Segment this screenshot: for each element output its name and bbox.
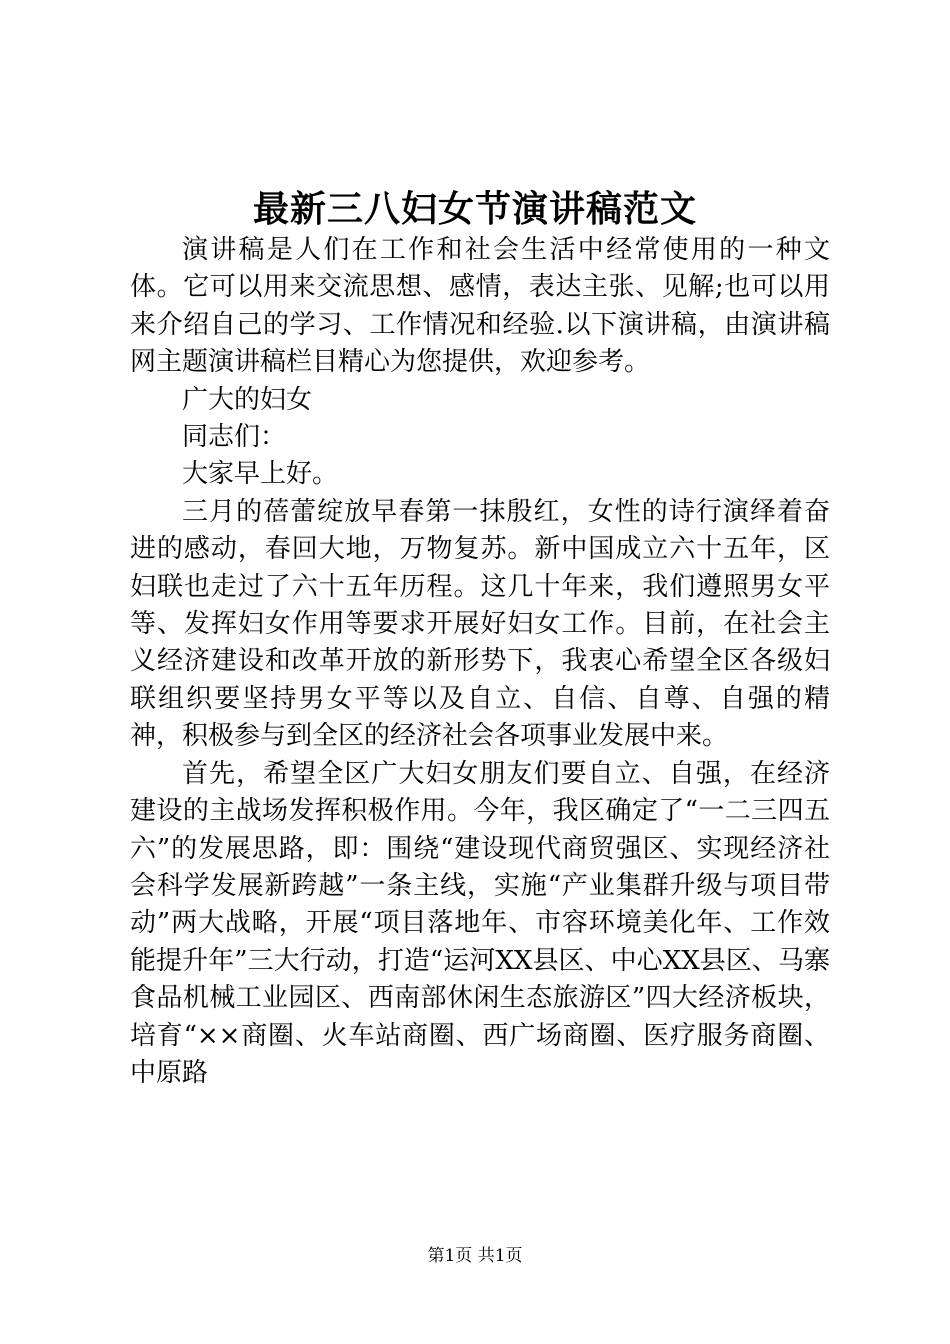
- paragraph-greeting: 大家早上好。: [182, 459, 339, 490]
- paragraph-first: 首先，希望全区广大妇女朋友们要自立、自强，在经济建设的主战场发挥积极作用。今年，我区确定了“一二三四五六”的发展思路，即：围绕“建设现代商贸强区、实现经济社会科学发展新跨越”一条主线，实施“产业集群升级与项目带动”两大战略，开展“项目落地年、市容环境美化年、工作效能提升年”三大行动，打造“运河XX县区、中心XX县区、马寨食品机械工业园区、西南部休闲生态旅游区”四大经济板块，培育“××商圈、火车站商圈、西广场商圈、医疗服务商圈、中原路: [130, 758, 830, 1088]
- document-body: [130, 232, 830, 1092]
- page-number: 第1页: [427, 1246, 473, 1266]
- paragraph-salutation: 广大的妇女: [182, 384, 313, 415]
- page-footer: [0, 1244, 950, 1268]
- document-title: 最新三八妇女节演讲稿范文: [252, 188, 697, 230]
- page-total: 共1页: [477, 1246, 523, 1266]
- paragraph-comrades: 同志们：: [182, 422, 287, 453]
- paragraph-march: 三月的蓓蕾绽放早春第一抹殷红，女性的诗行演绎着奋进的感动，春回大地，万物复苏。新中国成立六十五年，区妇联也走过了六十五年历程。这几十年来，我们遵照男女平等、发挥妇女作用等要求开展好妇女工作。目前，在社会主义经济建设和改革开放的新形势下，我衷心希望全区各级妇联组织要坚持男女平等以及自立、自信、自尊、自强的精神，积极参与到全区的经济社会各项事业发展中来。: [130, 496, 830, 752]
- paragraph-intro: 演讲稿是人们在工作和社会生活中经常使用的一种文体。它可以用来交流思想、感情，表达主张、见解;也可以用来介绍自己的学习、工作情况和经验.以下演讲稿，由演讲稿网主题演讲稿栏目精心为您提供，欢迎参考。: [130, 235, 830, 378]
